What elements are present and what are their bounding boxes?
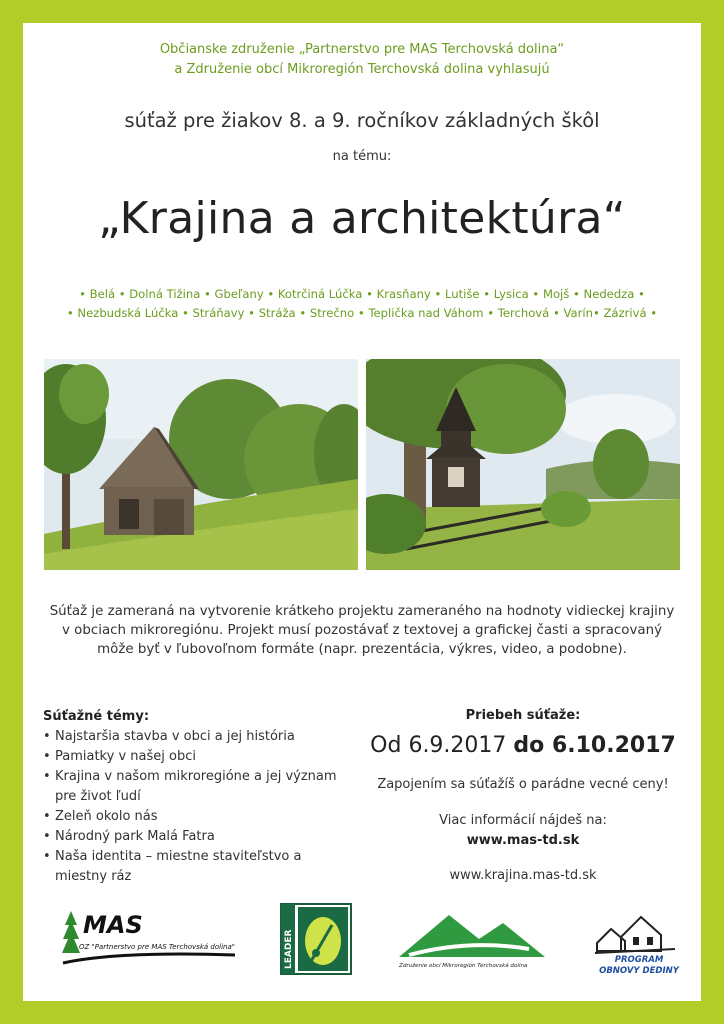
schedule-heading: Priebeh súťaže: bbox=[465, 708, 581, 723]
topics-heading: Súťažné témy: bbox=[43, 709, 150, 724]
mas-logo-name: MAS bbox=[83, 911, 143, 939]
villages-line-1: • Belá • Dolná Tižina • Gbeľany • Kotrčiná Lúčka • Krasňany • Lutiše • Lysica • Mojš • Nededza • bbox=[79, 287, 645, 301]
pod-logo-line1: PROGRAM bbox=[614, 955, 664, 965]
topic-item: • Pamiatky v našej obci bbox=[43, 747, 343, 767]
theme-label: na tému: bbox=[332, 149, 392, 164]
mas-logo-subtitle: OZ "Partnerstvo pre MAS Terchovská dolina" bbox=[79, 943, 235, 951]
contest-dates bbox=[363, 733, 683, 758]
prize-text: Zapojením sa súťažíš o parádne vecné ceny! bbox=[377, 777, 669, 792]
photo-wooden-barn bbox=[44, 359, 358, 570]
website-link-krajina[interactable]: www.krajina.mas-td.sk bbox=[449, 868, 597, 883]
contest-topics bbox=[43, 709, 343, 887]
topic-item: • Najstaršia stavba v obci a jej história bbox=[43, 727, 343, 747]
contest-heading: súťaž pre žiakov 8. a 9. ročníkov základných škôl bbox=[124, 109, 600, 132]
website-link-mas[interactable]: www.mas-td.sk bbox=[466, 833, 580, 848]
photo-wooden-chapel bbox=[366, 359, 680, 570]
topic-item: • Krajina v našom mikroregióne a jej význam pre život ľudí bbox=[43, 767, 343, 807]
leader-logo-text: LEADER bbox=[284, 929, 294, 969]
organizer-line-2: a Združenie obcí Mikroregión Terchovská dolina vyhlasujú bbox=[174, 62, 550, 77]
topic-item: • Národný park Malá Fatra bbox=[43, 827, 343, 847]
contest-description bbox=[43, 602, 681, 659]
description-line: Súťaž je zameraná na vytvorenie krátkeho projektu zameraného na hodnoty vidieckej krajiny bbox=[49, 604, 675, 619]
description-line: v obciach mikroregiónu. Projekt musí pozostávať z textovej a grafickej časti a spracovaný bbox=[62, 623, 662, 638]
more-info-text: Viac informácií nájdeš na: bbox=[439, 813, 607, 828]
date-to: do 6.10.2017 bbox=[513, 733, 676, 758]
poster-title: „Krajina a architektúra“ bbox=[98, 193, 626, 244]
pod-logo bbox=[591, 907, 681, 975]
topic-item: • Zeleň okolo nás bbox=[43, 807, 343, 827]
leader-logo bbox=[280, 903, 352, 975]
poster bbox=[23, 23, 701, 1001]
description-line: môže byť v ľubovoľnom formáte (napr. prezentácia, výkres, video, a podobne). bbox=[97, 642, 627, 657]
organizer-line-1: Občianske združenie „Partnerstvo pre MAS Terchovská dolina“ bbox=[159, 42, 565, 57]
villages-line-2: • Nezbudská Lúčka • Stráňavy • Stráža • Strečno • Teplička nad Váhom • Terchová • Varín• Zázrivá • bbox=[66, 306, 658, 320]
date-from: Od 6.9.2017 bbox=[370, 733, 507, 758]
mikroregion-logo bbox=[399, 909, 545, 971]
pod-logo-line2: OBNOVY DEDINY bbox=[599, 966, 679, 975]
topic-item: • Naša identita – miestne staviteľstvo a miestny ráz bbox=[43, 847, 343, 887]
mas-logo bbox=[59, 903, 239, 973]
mikroregion-logo-text: Združenie obcí Mikroregión Terchovská dolina bbox=[399, 963, 528, 969]
